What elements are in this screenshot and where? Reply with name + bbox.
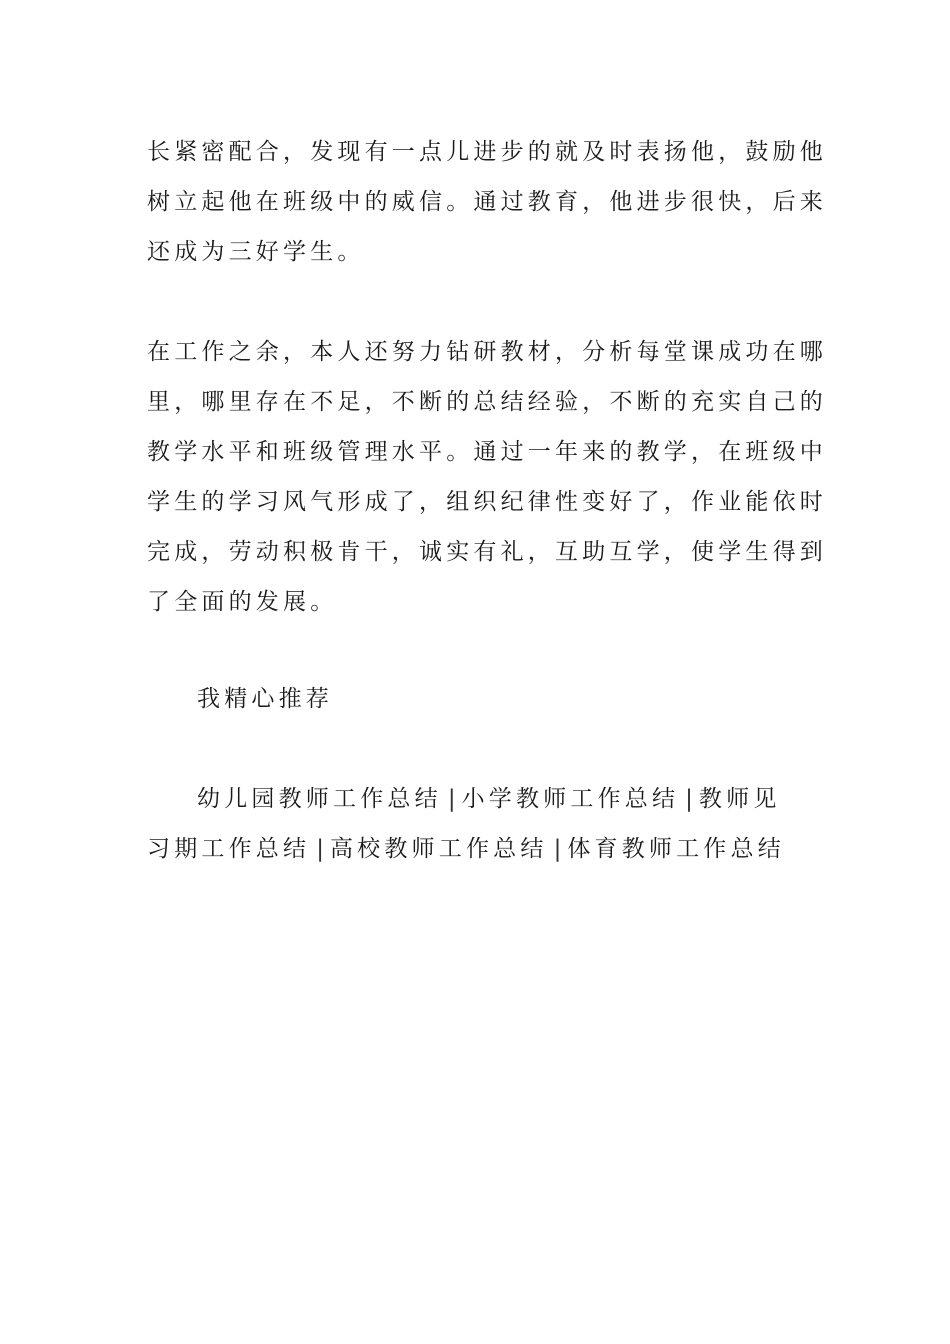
text-line: 学生的学习风气形成了，组织纪律性变好了，作业能依时 [147,489,827,515]
text-line: 教学水平和班级管理水平。通过一年来的教学，在班级中 [147,439,827,465]
text-line: 还成为三好学生。 [147,239,365,265]
link-separator: | [553,836,562,862]
links-line [147,774,809,824]
text-line: 在工作之余，本人还努力钻研教材，分析每堂课成功在哪 [147,339,827,365]
link-teacher-internship-summary-part1[interactable]: 教师见 [698,786,781,812]
links-line [147,824,809,874]
link-teacher-internship-summary-part2[interactable]: 习期工作总结 [147,836,311,862]
link-primary-teacher-summary[interactable]: 小学教师工作总结 [461,786,680,812]
body-paragraph [147,127,827,277]
link-pe-teacher-summary[interactable]: 体育教师工作总结 [567,836,785,862]
link-separator: | [685,786,693,812]
body-paragraph [147,327,827,627]
link-separator: | [447,786,456,812]
text-line: 完成，劳动积极肯干，诚实有礼，互助互学，使学生得到 [147,539,827,565]
recommend-links [147,774,809,874]
text-line: 长紧密配合，发现有一点儿进步的就及时表扬他，鼓励他 [147,139,827,165]
link-separator: | [316,836,324,862]
text-line: 了全面的发展。 [147,589,338,615]
text-line: 里，哪里存在不足，不断的总结经验，不断的充实自己的 [147,389,827,415]
link-college-teacher-summary[interactable]: 高校教师工作总结 [329,836,548,862]
text-line: 树立起他在班级中的威信。通过教育，他进步很快，后来 [147,189,827,215]
recommend-heading: 我精心推荐 [197,686,333,712]
link-kindergarten-teacher-summary[interactable]: 幼儿园教师工作总结 [197,786,442,812]
